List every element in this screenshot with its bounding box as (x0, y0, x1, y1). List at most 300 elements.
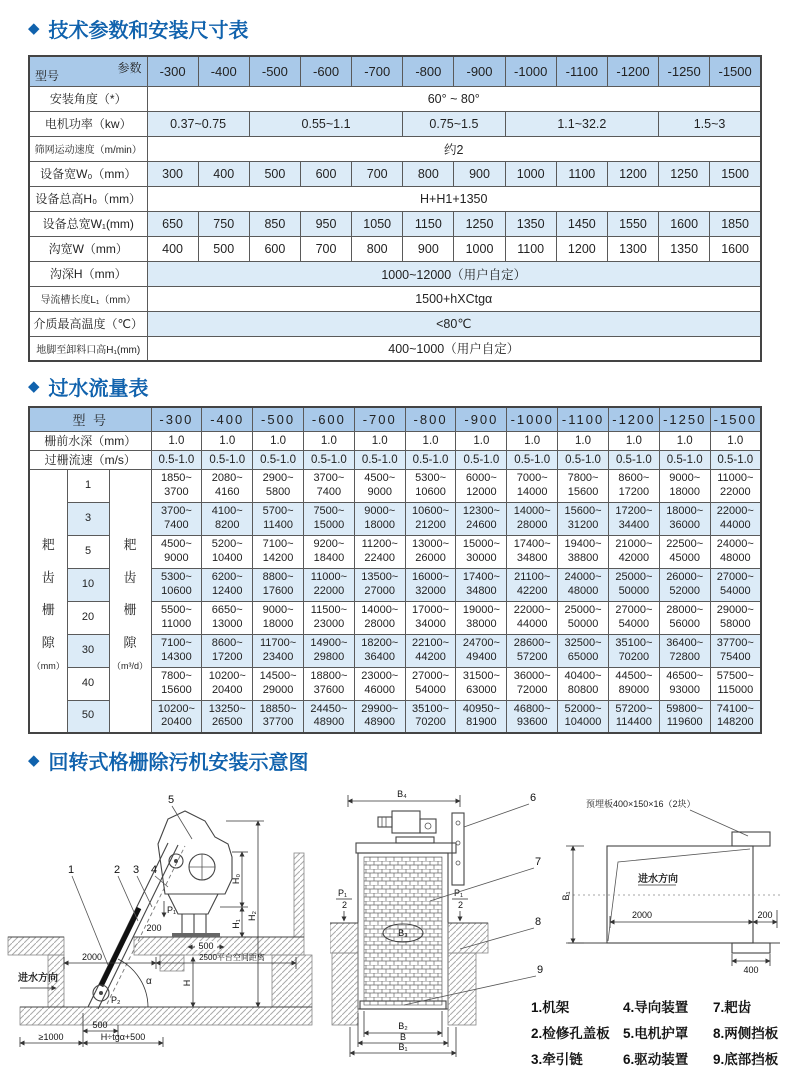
flow-range-max: 20400 (211, 683, 243, 696)
flow-range-max: 11400 (263, 518, 293, 531)
flow-range-min: 11000~ (310, 570, 347, 583)
flow-range-max: 81900 (466, 716, 497, 729)
legend-item: 8.两侧挡板 (713, 1026, 779, 1041)
model-header: -1000 (507, 407, 558, 431)
diamond-icon: ◆ (28, 378, 40, 395)
flow-range-min: 14500~ (259, 669, 297, 682)
table-cell: 0.5-1.0 (558, 450, 609, 469)
table-cell: 1.0 (558, 431, 609, 450)
flow-range-cell (608, 469, 659, 502)
flow-range-min: 17400~ (513, 537, 551, 550)
flow-range-max: 22400 (364, 551, 396, 564)
table-cell: <80℃ (147, 311, 761, 336)
flow-range-cell (659, 568, 710, 601)
table-cell: 1000~12000（用户自定） (147, 261, 761, 286)
diagram-front-view (330, 781, 565, 1082)
dim-200: 200 (757, 910, 773, 920)
gap-value-cell: 1 (67, 469, 109, 502)
table-cell: 500 (249, 161, 300, 186)
flow-range-cell (558, 502, 609, 535)
flow-range-min: 8600~ (618, 471, 650, 484)
flow-range-max: 30000 (466, 551, 497, 564)
table-cell: 0.5-1.0 (405, 450, 456, 469)
gap-value-cell: 10 (67, 568, 109, 601)
flow-range-cell (202, 601, 253, 634)
flow-range-min: 3700~ (313, 471, 345, 484)
section2-title (28, 372, 149, 401)
flow-range-min: 19400~ (564, 537, 602, 550)
flow-range-cell (151, 469, 202, 502)
flow-range-min: 4500~ (160, 537, 192, 550)
flow-range-cell (354, 568, 405, 601)
corner-model-label: 型号 (35, 68, 60, 83)
flow-range-max: 17200 (211, 650, 243, 663)
flow-range-max: 70200 (415, 716, 446, 729)
model-header: -400 (198, 56, 249, 86)
table2-header-row (29, 407, 761, 431)
table-cell: 1.0 (456, 431, 507, 450)
table1-header-row (29, 56, 761, 86)
flow-range-cell (303, 568, 354, 601)
flow-range-cell (202, 700, 253, 733)
flow-range-cell (710, 601, 761, 634)
flow-range-cell (151, 700, 202, 733)
flow-range-min: 18000~ (666, 504, 704, 517)
flow-range-cell (303, 700, 354, 733)
rake-gap-m3d-label (109, 469, 151, 733)
flow-range-cell (303, 601, 354, 634)
flow-range-max: 17600 (262, 584, 294, 597)
table2-body (29, 431, 761, 733)
legend-item: 5.电机护罩 (623, 1026, 689, 1041)
flow-range-max: 93000 (669, 683, 700, 696)
flow-range-min: 11000~ (717, 471, 754, 484)
table-cell: 0.5-1.0 (456, 450, 507, 469)
p1-denominator: 2 (458, 900, 464, 910)
flow-range-max: 37700 (262, 716, 294, 729)
flow-range-max: 18000 (364, 518, 396, 531)
flow-range-min: 10200~ (208, 669, 246, 682)
flow-range-min: 6000~ (465, 471, 497, 484)
flow-range-max: 38800 (567, 551, 599, 564)
diagram-plan-view (540, 780, 790, 990)
dim-500-bottom: 500 (92, 1020, 108, 1030)
table-row (29, 186, 761, 211)
flow-range-min: 17200~ (615, 504, 653, 517)
flow-range-cell (202, 568, 253, 601)
flow-range-cell (558, 535, 609, 568)
flow-range-cell (710, 667, 761, 700)
p1-label: P₁ (454, 888, 464, 898)
row-label: 筛网运动速度（m/min） (29, 136, 147, 161)
model-header: -600 (303, 407, 354, 431)
flow-range-min: 8600~ (211, 636, 243, 649)
flow-range-cell (253, 667, 304, 700)
row-label: 设备宽W₀（mm） (29, 161, 147, 186)
flow-range-max: 15600 (161, 683, 192, 696)
callout-1: 1 (68, 864, 75, 876)
section2-title-text: 过水流量表 (48, 378, 149, 400)
flow-range-max: 65000 (567, 650, 599, 663)
flow-range-max: 17200 (618, 485, 650, 498)
table-cell: 1600 (659, 211, 710, 236)
flow-range-min: 25000~ (615, 570, 653, 583)
table-cell: 850 (249, 211, 300, 236)
p2-label: P₂ (111, 995, 121, 1005)
flow-range-max: 115000 (717, 683, 754, 696)
flow-range-cell (303, 667, 354, 700)
table-cell: 1150 (403, 211, 454, 236)
flow-range-cell (405, 469, 456, 502)
flow-range-max: 9000 (164, 551, 189, 564)
flow-range-cell (151, 634, 202, 667)
flow-range-max: 24600 (466, 518, 497, 531)
flow-range-min: 25000~ (564, 603, 602, 616)
flow-range-max: 7400 (164, 518, 189, 531)
flow-range-max: 48900 (313, 716, 345, 729)
table-cell: 1.0 (507, 431, 558, 450)
flow-range-min: 11500~ (310, 603, 347, 616)
table-cell: 1850 (710, 211, 761, 236)
flow-range-max: 12400 (211, 584, 243, 597)
flow-range-cell (558, 601, 609, 634)
flow-range-max: 7400 (316, 485, 342, 498)
flow-range-min: 28600~ (513, 636, 551, 649)
table-cell: 1.1~32.2 (505, 111, 658, 136)
model-header: -1250 (659, 56, 710, 86)
table-cell: 600 (249, 236, 300, 261)
model-header: -500 (249, 56, 300, 86)
dim-h: H (182, 979, 192, 987)
dim-h-tg-500: H÷tgα+500 (100, 1032, 146, 1042)
legend-item: 1.机架 (531, 1000, 570, 1015)
flow-range-max: 18000 (262, 617, 294, 630)
flow-range-max: 148200 (716, 716, 754, 729)
table-row (29, 286, 761, 311)
table-cell: 500 (198, 236, 249, 261)
table-cell: 400 (198, 161, 249, 186)
flow-range-cell (303, 502, 354, 535)
flow-range-cell (151, 601, 202, 634)
callout-3: 3 (133, 864, 140, 876)
vertical-label-unit: （mm） (31, 661, 65, 672)
flow-range-cell (456, 568, 507, 601)
flow-range-min: 36400~ (666, 636, 704, 649)
flow-range-cell (558, 667, 609, 700)
dim-500-top: 500 (198, 941, 214, 951)
flow-range-min: 21100~ (514, 570, 551, 583)
callout-7: 7 (535, 856, 542, 868)
flow-range-max: 44000 (720, 518, 751, 531)
vertical-label-chars: 耙齿栅隙 (123, 537, 137, 650)
flow-range-cell (202, 469, 253, 502)
flow-range-min: 31500~ (462, 669, 500, 682)
flow-range-max: 48000 (720, 551, 751, 564)
flow-range-min: 17000~ (412, 603, 450, 616)
model-header: -1200 (607, 56, 658, 86)
table-cell: 400~1000（用户自定） (147, 336, 761, 361)
flow-range-min: 13250~ (208, 702, 246, 715)
flow-range-min: 10600~ (412, 504, 450, 517)
dim-b1: B₁ (398, 1042, 408, 1052)
flow-range-min: 6200~ (211, 570, 243, 583)
flow-range-cell (456, 700, 507, 733)
table-cell: 0.5-1.0 (507, 450, 558, 469)
flow-range-max: 26500 (211, 716, 243, 729)
flow-range-max: 11000 (161, 617, 192, 630)
row-label: 设备总宽W₁(mm) (29, 211, 147, 236)
row-label: 导流槽长度L₁（mm） (29, 286, 147, 311)
flow-range-cell (558, 634, 609, 667)
flow-range-max: 49400 (466, 650, 497, 663)
table-cell: 900 (454, 161, 505, 186)
table-cell: 1350 (659, 236, 710, 261)
table-cell: 1250 (454, 211, 505, 236)
flow-range-min: 15600~ (564, 504, 602, 517)
flow-range-cell (608, 535, 659, 568)
table-cell: 1.0 (659, 431, 710, 450)
flow-range-cell (202, 502, 253, 535)
flow-range-max: 10400 (211, 551, 243, 564)
flow-range-min: 46800~ (513, 702, 551, 715)
flow-range-max: 54000 (720, 584, 751, 597)
table-row (29, 161, 761, 186)
flow-range-min: 52000~ (564, 702, 602, 715)
gap-value-cell: 20 (67, 601, 109, 634)
flow-range-min: 57500~ (716, 669, 754, 682)
flow-range-max: 56000 (669, 617, 700, 630)
flow-range-min: 9000~ (669, 471, 701, 484)
flow-range-max: 46000 (364, 683, 396, 696)
flow-range-max: 5800 (265, 485, 291, 498)
flow-range-max: 36000 (669, 518, 700, 531)
dim-h0: H₀ (231, 873, 241, 885)
flow-range-min: 14900~ (310, 636, 348, 649)
callout-8: 8 (535, 916, 542, 928)
flow-range-cell (659, 535, 710, 568)
table-cell: 1200 (556, 236, 607, 261)
diamond-icon: ◆ (28, 20, 40, 37)
table-cell: 1.0 (253, 431, 304, 450)
flow-range-cell (558, 700, 609, 733)
table-cell: 1500 (710, 161, 761, 186)
section3-title-text: 回转式格栅除污机安装示意图 (48, 752, 309, 774)
dim-ge1000: ≥1000 (38, 1032, 64, 1042)
flow-range-cell (456, 601, 507, 634)
section1-title (28, 14, 249, 43)
flow-range-max: 10600 (161, 584, 192, 597)
flow-range-max: 42200 (516, 584, 548, 597)
flow-range-min: 17400~ (462, 570, 500, 583)
flow-range-max: 3700 (164, 485, 189, 498)
flow-range-cell (659, 700, 710, 733)
flow-range-cell (507, 634, 558, 667)
flow-range-max: 4160 (215, 485, 240, 498)
flow-range-cell (456, 634, 507, 667)
flow-range-min: 7800~ (160, 669, 192, 682)
flow-range-cell (151, 535, 202, 568)
legend-item: 7.耙齿 (713, 1000, 752, 1015)
flow-range-cell (710, 568, 761, 601)
row-label: 地脚至卸料口高H₁(mm) (29, 336, 147, 361)
flow-range-cell (456, 502, 507, 535)
flow-range-max: 31200 (567, 518, 599, 531)
dim-2000: 2000 (631, 910, 653, 920)
flow-range-min: 27000~ (716, 570, 754, 583)
flow-range-max: 34400 (618, 518, 650, 531)
flow-range-max: 48900 (364, 716, 396, 729)
flow-range-max: 50000 (567, 617, 599, 630)
dim-h2: H₂ (247, 911, 257, 921)
model-header: -800 (403, 56, 454, 86)
flow-range-min: 22000~ (716, 504, 754, 517)
dim-b4: B₄ (397, 789, 407, 799)
table-cell: 1050 (352, 211, 403, 236)
flow-range-max: 72800 (669, 650, 700, 663)
table-cell: 0.5-1.0 (151, 450, 202, 469)
table-cell: 60° ~ 80° (147, 86, 761, 111)
callout-6: 6 (530, 792, 537, 804)
table-row (29, 450, 761, 469)
table-row (29, 86, 761, 111)
flow-direction-label: 进水方向 (18, 973, 58, 984)
flow-range-cell (151, 667, 202, 700)
model-header: -900 (456, 407, 507, 431)
table-row (29, 111, 761, 136)
flow-range-cell (710, 502, 761, 535)
table-cell: 1450 (556, 211, 607, 236)
flow-range-cell (303, 634, 354, 667)
dim-b1: B₁ (561, 891, 571, 901)
flow-range-max: 26000 (415, 551, 446, 564)
flow-range-min: 35100~ (615, 636, 653, 649)
flow-range-cell (405, 568, 456, 601)
flow-range-cell (710, 634, 761, 667)
flow-range-cell (151, 568, 202, 601)
callout-4: 4 (151, 864, 158, 876)
legend-item: 9.底部挡板 (713, 1052, 779, 1067)
flow-range-cell (507, 700, 558, 733)
flow-range-max: 18400 (313, 551, 345, 564)
flow-range-min: 59800~ (666, 702, 704, 715)
model-header: -1100 (558, 407, 609, 431)
flow-range-min: 28000~ (666, 603, 704, 616)
corner-param-label: 参数 (117, 61, 142, 75)
legend-item: 6.驱动装置 (623, 1052, 689, 1067)
model-header: -600 (300, 56, 351, 86)
gap-value-cell: 5 (67, 535, 109, 568)
flow-range-cell (405, 535, 456, 568)
flow-range-min: 5300~ (415, 471, 446, 484)
table-cell: 0.55~1.1 (249, 111, 402, 136)
gap-value-cell: 50 (67, 700, 109, 733)
table-cell: 1100 (556, 161, 607, 186)
row-label: 设备总高H₀（mm） (29, 186, 147, 211)
flow-range-max: 34800 (466, 584, 497, 597)
flow-range-min: 29000~ (716, 603, 754, 616)
flow-range-min: 7100~ (160, 636, 192, 649)
flow-range-max: 50000 (618, 584, 650, 597)
section1-title-text: 技术参数和安装尺寸表 (48, 20, 249, 42)
flow-range-cell (659, 601, 710, 634)
table-cell: 800 (403, 161, 454, 186)
flow-range-cell (405, 634, 456, 667)
dim-b2: B₂ (398, 1021, 408, 1031)
table-cell: 600 (300, 161, 351, 186)
flow-range-min: 9000~ (262, 603, 294, 616)
p1-denominator: 2 (342, 900, 348, 910)
gap-value-cell: 30 (67, 634, 109, 667)
p1-half-left (336, 888, 352, 921)
flow-range-max: 54000 (618, 617, 650, 630)
legend-item: 4.导向装置 (623, 1000, 689, 1015)
flow-range-cell (507, 601, 558, 634)
flow-range-max: 58000 (720, 617, 751, 630)
flow-range-max: 10600 (415, 485, 446, 498)
flow-range-min: 4100~ (211, 504, 243, 517)
flow-range-cell (354, 469, 405, 502)
flow-range-cell (405, 502, 456, 535)
flow-range-max: 104000 (564, 716, 602, 729)
flow-range-min: 24000~ (564, 570, 602, 583)
flow-range-max: 48000 (567, 584, 599, 597)
flow-range-min: 4500~ (364, 471, 396, 484)
model-header: -1000 (505, 56, 556, 86)
flow-range-min: 13500~ (361, 570, 399, 583)
table-cell: 650 (147, 211, 198, 236)
row-label: 沟深H（mm） (29, 261, 147, 286)
flow-range-min: 14000~ (361, 603, 399, 616)
flow-range-min: 11700~ (259, 636, 297, 649)
table-cell: 1300 (607, 236, 658, 261)
flow-range-cell (354, 667, 405, 700)
flow-range-max: 9000 (367, 485, 392, 498)
flow-range-max: 28000 (364, 617, 396, 630)
table-cell: 900 (403, 236, 454, 261)
flow-range-cell (253, 535, 304, 568)
row-label: 栅前水深（mm） (29, 431, 151, 450)
table-cell: 1.0 (405, 431, 456, 450)
flow-range-max: 119600 (666, 716, 703, 729)
table-cell: 1000 (454, 236, 505, 261)
flow-range-min: 1850~ (160, 471, 192, 484)
table-row (29, 261, 761, 286)
flow-range-min: 37700~ (716, 636, 754, 649)
flow-range-cell (202, 535, 253, 568)
flow-range-max: 44000 (516, 617, 548, 630)
flow-range-max: 63000 (466, 683, 497, 696)
table-cell: 1.0 (710, 431, 761, 450)
vertical-label-unit: （m³/d） (111, 661, 148, 672)
flow-range-min: 27000~ (412, 669, 450, 682)
flow-range-min: 14000~ (513, 504, 551, 517)
section3-title (28, 746, 309, 775)
flow-range-cell (659, 634, 710, 667)
flow-range-cell (507, 568, 558, 601)
table-row (29, 236, 761, 261)
flow-range-cell (456, 535, 507, 568)
model-header: -1250 (659, 407, 710, 431)
flow-range-cell (507, 667, 558, 700)
model-header: -800 (405, 407, 456, 431)
flow-range-min: 9000~ (364, 504, 396, 517)
flow-range-cell (354, 535, 405, 568)
table-cell: H+H1+1350 (147, 186, 761, 211)
flow-range-cell (303, 469, 354, 502)
flow-range-min: 24000~ (716, 537, 754, 550)
flow-range-cell (354, 634, 405, 667)
flow-range-min: 19000~ (462, 603, 500, 616)
